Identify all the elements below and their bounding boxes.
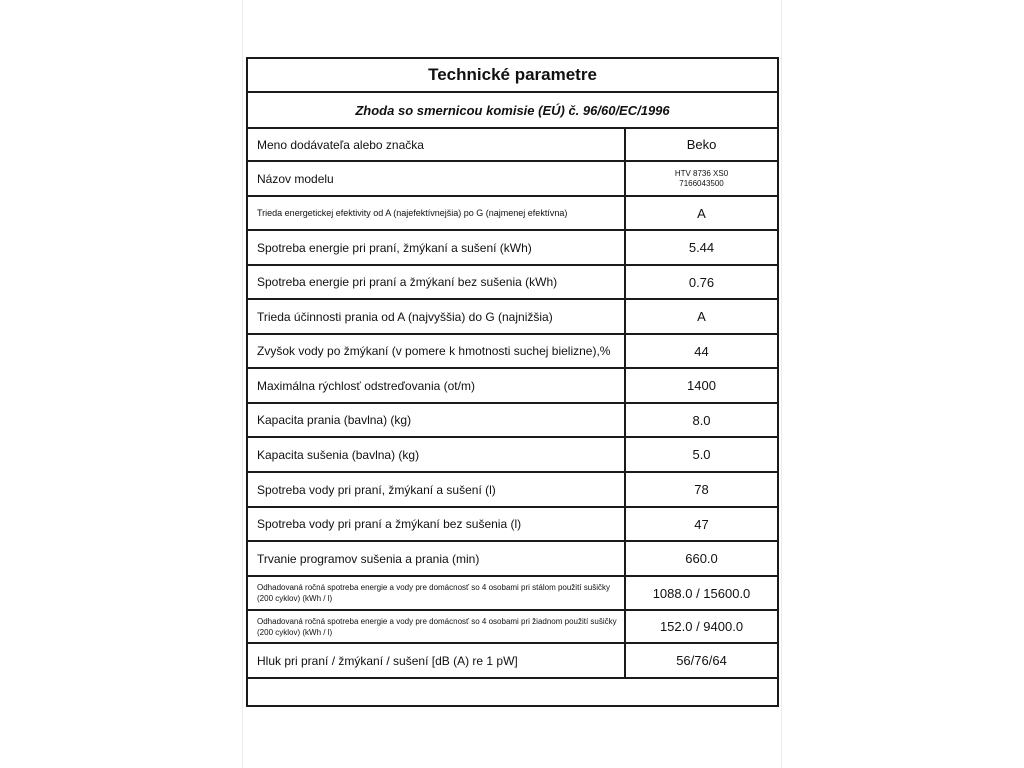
table-title: Technické parametre xyxy=(247,58,778,92)
table-row xyxy=(247,128,778,161)
table-row xyxy=(247,368,778,403)
row-value-wash-capacity: 8.0 xyxy=(625,403,778,437)
row-value-program-duration: 660.0 xyxy=(625,541,778,576)
row-value-wash-efficiency: A xyxy=(625,299,778,334)
table-row xyxy=(247,541,778,576)
empty-footer-cell xyxy=(247,678,778,706)
table-row xyxy=(247,161,778,196)
row-label-spin-speed: Maximálna rýchlosť odstreďovania (ot/m) xyxy=(247,368,625,403)
row-value-spin-speed: 1400 xyxy=(625,368,778,403)
row-label-model: Názov modelu xyxy=(247,161,625,196)
row-label-annual-no-dryer: Odhadovaná ročná spotreba energie a vody pre domácnosť so 4 osobami pri žiadnom použití sušičky (200 cyklov) (kWh / l) xyxy=(247,610,625,643)
row-label-residual-water: Zvyšok vody po žmýkaní (v pomere k hmotnosti suchej bielizne),% xyxy=(247,334,625,368)
row-label-water-wash: Spotreba vody pri praní a žmýkaní bez sušenia (l) xyxy=(247,507,625,541)
row-value-water-wash: 47 xyxy=(625,507,778,541)
empty-row xyxy=(247,678,778,706)
row-label-noise: Hluk pri praní / žmýkaní / sušení [dB (A) re 1 pW] xyxy=(247,643,625,678)
row-value-residual-water: 44 xyxy=(625,334,778,368)
title-row xyxy=(247,58,778,92)
row-label-energy-wash: Spotreba energie pri praní a žmýkaní bez sušenia (kWh) xyxy=(247,265,625,299)
row-label-wash-capacity: Kapacita prania (bavlna) (kg) xyxy=(247,403,625,437)
row-label-water-wash-dry: Spotreba vody pri praní, žmýkaní a sušení (l) xyxy=(247,472,625,507)
row-value-energy-wash: 0.76 xyxy=(625,265,778,299)
row-value-annual-with-dryer: 1088.0 / 15600.0 xyxy=(625,576,778,610)
table-row xyxy=(247,230,778,265)
directive-row xyxy=(247,92,778,128)
technical-parameters-table xyxy=(246,57,779,707)
table-row xyxy=(247,507,778,541)
row-label-dry-capacity: Kapacita sušenia (bavlna) (kg) xyxy=(247,437,625,472)
table-row xyxy=(247,403,778,437)
table-row xyxy=(247,196,778,230)
row-label-program-duration: Trvanie programov sušenia a prania (min) xyxy=(247,541,625,576)
row-label-energy-class: Trieda energetickej efektivity od A (najefektívnejšia) po G (najmenej efektívna) xyxy=(247,196,625,230)
directive-text: Zhoda so smernicou komisie (EÚ) č. 96/60/EC/1996 xyxy=(247,92,778,128)
row-value-noise: 56/76/64 xyxy=(625,643,778,678)
row-value-supplier: Beko xyxy=(625,128,778,161)
row-value-energy-class: A xyxy=(625,196,778,230)
table-row xyxy=(247,643,778,678)
row-value-model xyxy=(625,161,778,196)
table-row xyxy=(247,610,778,643)
row-value-water-wash-dry: 78 xyxy=(625,472,778,507)
model-number: HTV 8736 XS0 xyxy=(674,168,729,178)
table-row xyxy=(247,265,778,299)
table-row xyxy=(247,334,778,368)
row-value-energy-wash-dry: 5.44 xyxy=(625,230,778,265)
row-label-supplier: Meno dodávateľa alebo značka xyxy=(247,128,625,161)
table-row xyxy=(247,437,778,472)
table-row xyxy=(247,472,778,507)
row-label-wash-efficiency: Trieda účinnosti prania od A (najvyššia) do G (najnižšia) xyxy=(247,299,625,334)
row-label-annual-with-dryer: Odhadovaná ročná spotreba energie a vody pre domácnosť so 4 osobami pri stálom použití sušičky (200 cyklov) (kWh / l) xyxy=(247,576,625,610)
row-value-dry-capacity: 5.0 xyxy=(625,437,778,472)
table-row xyxy=(247,576,778,610)
row-value-annual-no-dryer: 152.0 / 9400.0 xyxy=(625,610,778,643)
table-row xyxy=(247,299,778,334)
model-code: 7166043500 xyxy=(679,178,724,188)
row-label-energy-wash-dry: Spotreba energie pri praní, žmýkaní a sušení (kWh) xyxy=(247,230,625,265)
